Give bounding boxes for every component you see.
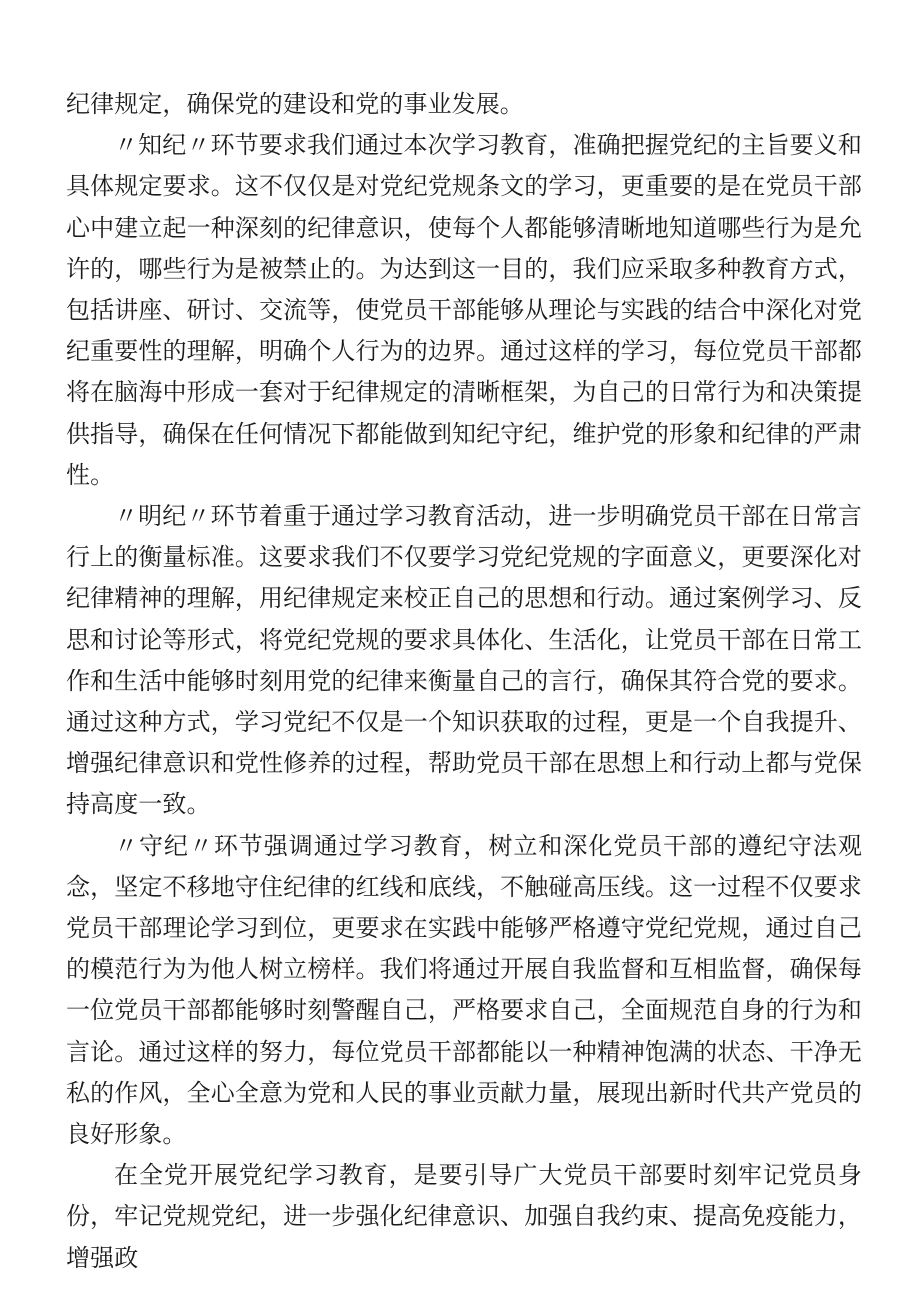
paragraph-zhiji: 〃知纪〃环节要求我们通过本次学习教育，准确把握党纪的主旨要义和具体规定要求。这不仅仅是对党纪党规条文的学习，更重要的是在党员干部心中建立起一种深刻的纪律意识，使每个人都能够清晰地知道哪些行为是允许的，哪些行为是被禁止的。为达到这一目的，我们应采取多种教育方式，包括讲座、研讨、交流等，使党员干部能够从理论与实践的结合中深化对党纪重要性的理解，明确个人行为的边界。通过这样的学习，每位党员干部都将在脑海中形成一套对于纪律规定的清晰框架，为自己的日常行为和决策提供指导，确保在任何情况下都能做到知纪守纪，维护党的形象和纪律的严肃性。: [66, 131, 862, 489]
paragraph-conclusion: 在全党开展党纪学习教育，是要引导广大党员干部要时刻牢记党员身份，牢记党规党纪，进一步强化纪律意识、加强自我约束、提高免疫能力，增强政: [66, 1161, 862, 1272]
paragraph-mingji: 〃明纪〃环节着重于通过学习教育活动，进一步明确党员干部在日常言行上的衡量标准。这要求我们不仅要学习党纪党规的字面意义，更要深化对纪律精神的理解，用纪律规定来校正自己的思想和行动。通过案例学习、反思和讨论等形式，将党纪党规的要求具体化、生活化，让党员干部在日常工作和生活中能够时刻用党的纪律来衡量自己的言行，确保其符合党的要求。通过这种方式，学习党纪不仅是一个知识获取的过程，更是一个自我提升、增强纪律意识和党性修养的过程，帮助党员干部在思想上和行动上都与党保持高度一致。: [66, 502, 862, 819]
document-body: [66, 84, 862, 1279]
paragraph-continuation: 纪律规定，确保党的建设和党的事业发展。: [66, 90, 524, 118]
paragraph-shouji: 〃守纪〃环节强调通过学习教育，树立和深化党员干部的遵纪守法观念，坚定不移地守住纪律的红线和底线，不触碰高压线。这一过程不仅要求党员干部理论学习到位，更要求在实践中能够严格遵守党纪党规，通过自己的模范行为为他人树立榜样。我们将通过开展自我监督和互相监督，确保每一位党员干部都能够时刻警醒自己，严格要求自己，全面规范自身的行为和言论。通过这样的努力，每位党员干部都能以一种精神饱满的状态、干净无私的作风，全心全意为党和人民的事业贡献力量，展现出新时代共产党员的良好形象。: [66, 831, 862, 1149]
